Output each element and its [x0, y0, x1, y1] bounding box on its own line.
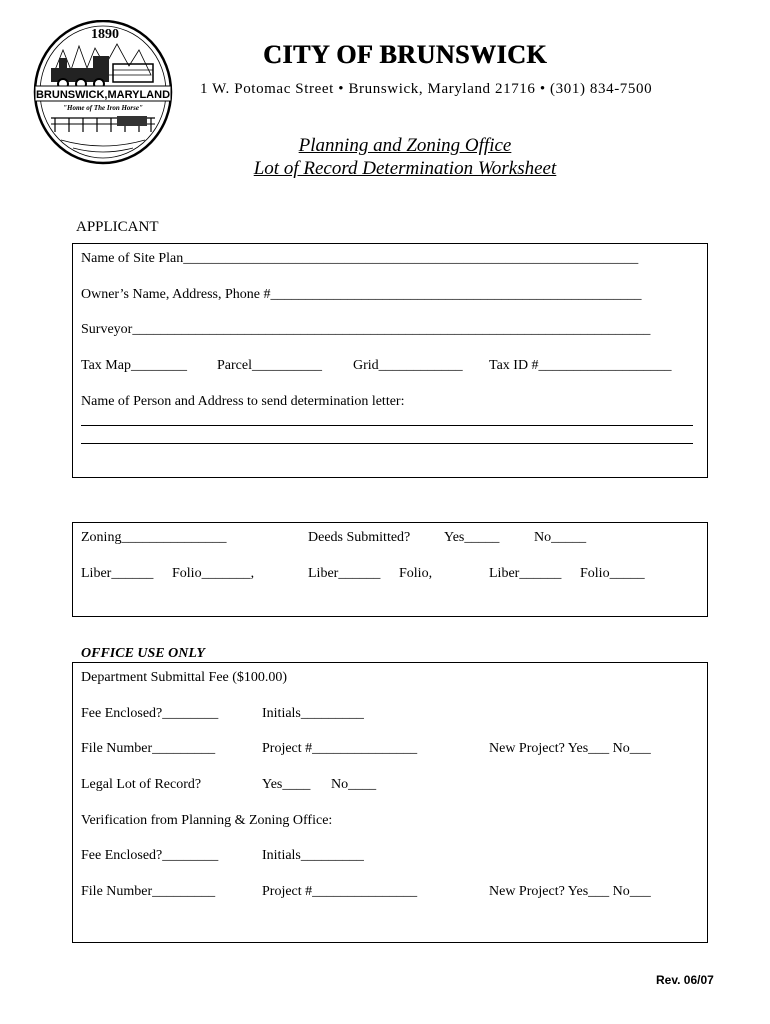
letter-recipient-label: Name of Person and Address to send determination letter:	[81, 394, 405, 409]
file-number-field-2[interactable]: File Number_________	[81, 884, 216, 899]
folio-field-1[interactable]: Folio_______,	[172, 566, 255, 581]
office-use-heading: OFFICE USE ONLY	[81, 646, 205, 661]
deeds-yes-field[interactable]: Yes_____	[444, 530, 500, 545]
city-seal-logo	[33, 20, 173, 165]
office-use-section	[72, 662, 708, 943]
folio-field-3[interactable]: Folio_____	[580, 566, 645, 581]
tax-id-field[interactable]: Tax ID #___________________	[489, 358, 672, 373]
new-project-field-2[interactable]: New Project? Yes___ No___	[489, 884, 651, 899]
tax-map-field[interactable]: Tax Map________	[81, 358, 187, 373]
legal-lot-yes-field[interactable]: Yes____	[262, 777, 311, 792]
seal-motto: "Home of The Iron Horse"	[63, 104, 143, 112]
form-title: Lot of Record Determination Worksheet	[253, 158, 557, 179]
initials-field-2[interactable]: Initials_________	[262, 848, 364, 863]
fee-enclosed-field-1[interactable]: Fee Enclosed?________	[81, 706, 219, 721]
verification-label: Verification from Planning & Zoning Office:	[81, 813, 333, 828]
submittal-fee-label: Department Submittal Fee ($100.00)	[81, 670, 288, 685]
fee-enclosed-field-2[interactable]: Fee Enclosed?________	[81, 848, 219, 863]
deeds-no-field[interactable]: No_____	[534, 530, 587, 545]
folio-field-2[interactable]: Folio,	[399, 566, 433, 581]
project-field-2[interactable]: Project #_______________	[262, 884, 418, 899]
project-field-1[interactable]: Project #_______________	[262, 741, 418, 756]
zoning-field[interactable]: Zoning_______________	[81, 530, 227, 545]
site-plan-field[interactable]: Name of Site Plan_________________________________________________________________	[81, 251, 639, 266]
legal-lot-label: Legal Lot of Record?	[81, 777, 202, 792]
grid-field[interactable]: Grid____________	[353, 358, 463, 373]
liber-field-1[interactable]: Liber______	[81, 566, 154, 581]
letter-recipient-line-1[interactable]	[81, 425, 693, 426]
seal-year: 1890	[91, 27, 119, 42]
owner-field[interactable]: Owner’s Name, Address, Phone #_____________________________________________________	[81, 287, 642, 302]
new-project-field-1[interactable]: New Project? Yes___ No___	[489, 741, 651, 756]
file-number-field-1[interactable]: File Number_________	[81, 741, 216, 756]
liber-field-2[interactable]: Liber______	[308, 566, 381, 581]
liber-field-3[interactable]: Liber______	[489, 566, 562, 581]
city-address: 1 W. Potomac Street • Brunswick, Maryland 21716 • (301) 834-7500	[200, 81, 653, 97]
office-title: Planning and Zoning Office	[298, 135, 512, 156]
letter-recipient-line-2[interactable]	[81, 443, 693, 444]
applicant-heading: APPLICANT	[76, 219, 159, 235]
parcel-field[interactable]: Parcel__________	[217, 358, 322, 373]
seal-name: BRUNSWICK,MARYLAND	[35, 89, 171, 101]
deeds-submitted-label: Deeds Submitted?	[308, 530, 411, 545]
surveyor-field[interactable]: Surveyor__________________________________________________________________________	[81, 322, 651, 337]
initials-field-1[interactable]: Initials_________	[262, 706, 364, 721]
legal-lot-no-field[interactable]: No____	[331, 777, 377, 792]
city-name-heading: CITY OF BRUNSWICK	[263, 40, 547, 69]
revision-label: Rev. 06/07	[656, 973, 714, 987]
